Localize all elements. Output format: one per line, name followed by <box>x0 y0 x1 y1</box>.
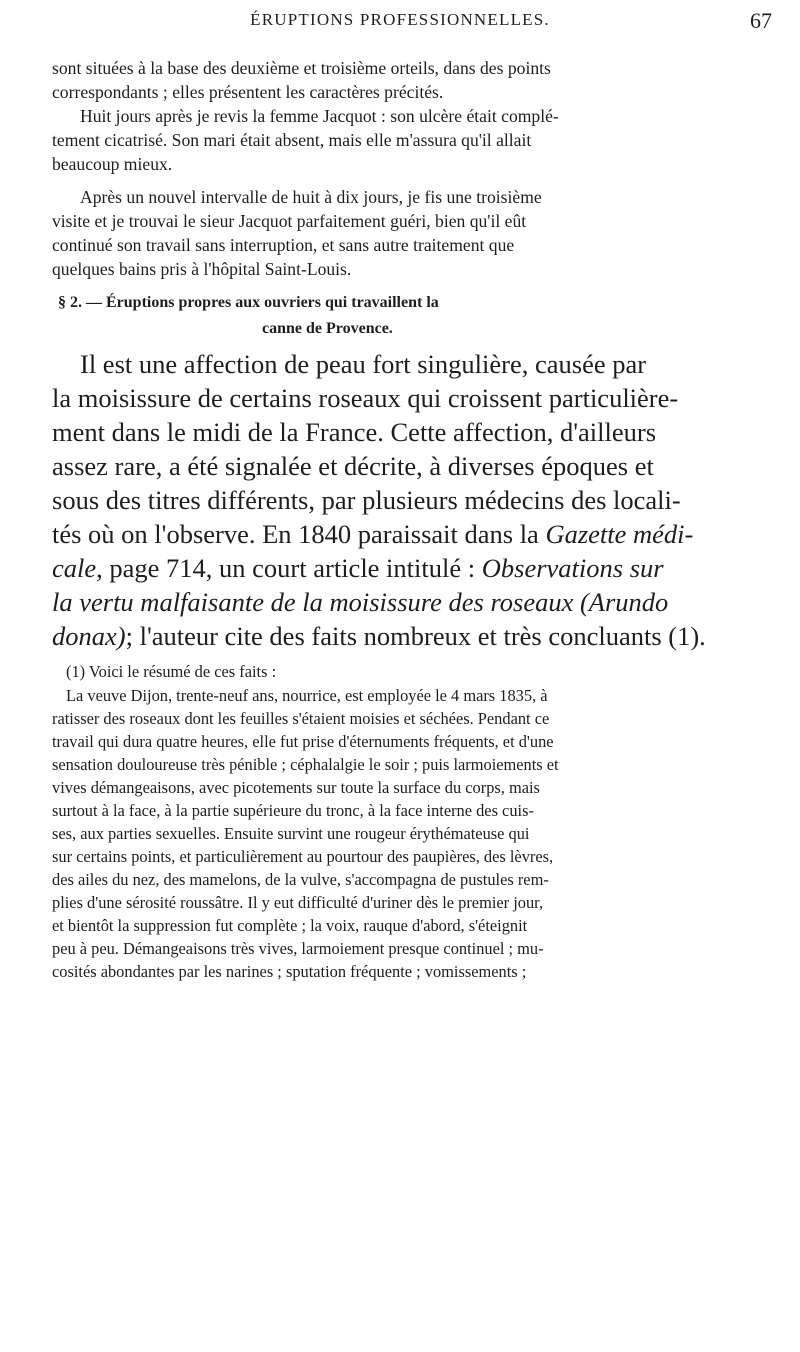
text-line: quelques bains pris à l'hôpital Saint-Louis. <box>52 259 352 279</box>
footnote-line: et bientôt la suppression fut complète ; la voix, rauque d'abord, s'éteignit <box>52 916 528 935</box>
footnote-line: surtout à la face, à la partie supérieure du tronc, à la face interne des cuis- <box>52 801 534 820</box>
body-line: sous des titres différents, par plusieurs médecins des locali- <box>52 485 681 515</box>
text-line: visite et je trouvai le sieur Jacquot parfaitement guéri, bien qu'il eût <box>52 211 527 231</box>
body-line <box>52 553 664 584</box>
journal-title-end: cale <box>52 553 97 583</box>
page-number: 67 <box>750 8 772 33</box>
body-line: ment dans le midi de la France. Cette affection, d'ailleurs <box>52 417 657 447</box>
footnote-line: peu à peu. Démangeaisons très vives, larmoiement presque continuel ; mu- <box>52 939 544 958</box>
article-title-continued: la vertu malfaisante de la moisissure des roseaux (Arundo <box>52 587 669 617</box>
article-title-end: donax) <box>52 621 126 651</box>
footnote-line: vives démangeaisons, avec picotements sur toute la surface du corps, mais <box>52 778 540 797</box>
text-line: beaucoup mieux. <box>52 154 173 174</box>
text-line: continué son travail sans interruption, et sans autre traitement que <box>52 235 515 255</box>
footnote-line: cosités abondantes par les narines ; sputation fréquente ; vomissements ; <box>52 962 527 981</box>
body-text: , page 714, un court article intitulé : <box>96 553 482 583</box>
footnote-line: ratisser des roseaux dont les feuilles s'étaient moisies et séchées. Pendant ce <box>52 709 550 728</box>
text-line: sont situées à la base des deuxième et troisième orteils, dans des points <box>52 58 551 78</box>
footnote-line: sensation douloureuse très pénible ; céphalalgie le soir ; puis larmoiements et <box>52 755 559 774</box>
text-line: Après un nouvel intervalle de huit à dix jours, je fis une troisième <box>80 187 542 207</box>
body-line <box>52 587 668 618</box>
running-header <box>0 8 800 38</box>
body-line: assez rare, a été signalée et décrite, à diverses époques et <box>52 451 654 481</box>
footnote-line: travail qui dura quatre heures, elle fut prise d'éternuments fréquents, et d'une <box>52 732 554 751</box>
body-text: ; l'auteur cite des faits nombreux et très concluants (1). <box>125 621 706 651</box>
footnote-line: sur certains points, et particulièrement au pourtour des paupières, des lèvres, <box>52 847 554 866</box>
article-title: Observations sur <box>481 553 664 583</box>
section-heading: § 2. — Éruptions propres aux ouvriers qui travaillent la <box>58 294 439 311</box>
body-line <box>52 519 693 550</box>
footnote-line: La veuve Dijon, trente-neuf ans, nourrice, est employée le 4 mars 1835, à <box>66 686 548 705</box>
footnote-line: ses, aux parties sexuelles. Ensuite survint une rougeur érythémateuse qui <box>52 824 530 843</box>
running-title: ÉRUPTIONS PROFESSIONNELLES. <box>250 10 550 29</box>
body-line <box>52 621 706 652</box>
text-line: Huit jours après je revis la femme Jacquot : son ulcère était complé- <box>80 106 559 126</box>
text-line: tement cicatrisé. Son mari était absent, mais elle m'assura qu'il allait <box>52 130 532 150</box>
footnote-line: des ailes du nez, des mamelons, de la vulve, s'accompagna de pustules rem- <box>52 870 549 889</box>
journal-title: Gazette médi- <box>545 519 694 549</box>
body-text: tés où on l'observe. En 1840 paraissait dans la <box>52 519 546 549</box>
section-heading-continued: canne de Provence. <box>262 320 393 337</box>
footnote-marker-line: (1) Voici le résumé de ces faits : <box>66 662 277 681</box>
body-line: Il est une affection de peau fort singulière, causée par <box>80 349 647 379</box>
body-line: la moisissure de certains roseaux qui croissent particulière- <box>52 383 679 413</box>
footnote-line: plies d'une sérosité roussâtre. Il y eut difficulté d'uriner dès le premier jour, <box>52 893 544 912</box>
text-line: correspondants ; elles présentent les caractères précités. <box>52 82 444 102</box>
